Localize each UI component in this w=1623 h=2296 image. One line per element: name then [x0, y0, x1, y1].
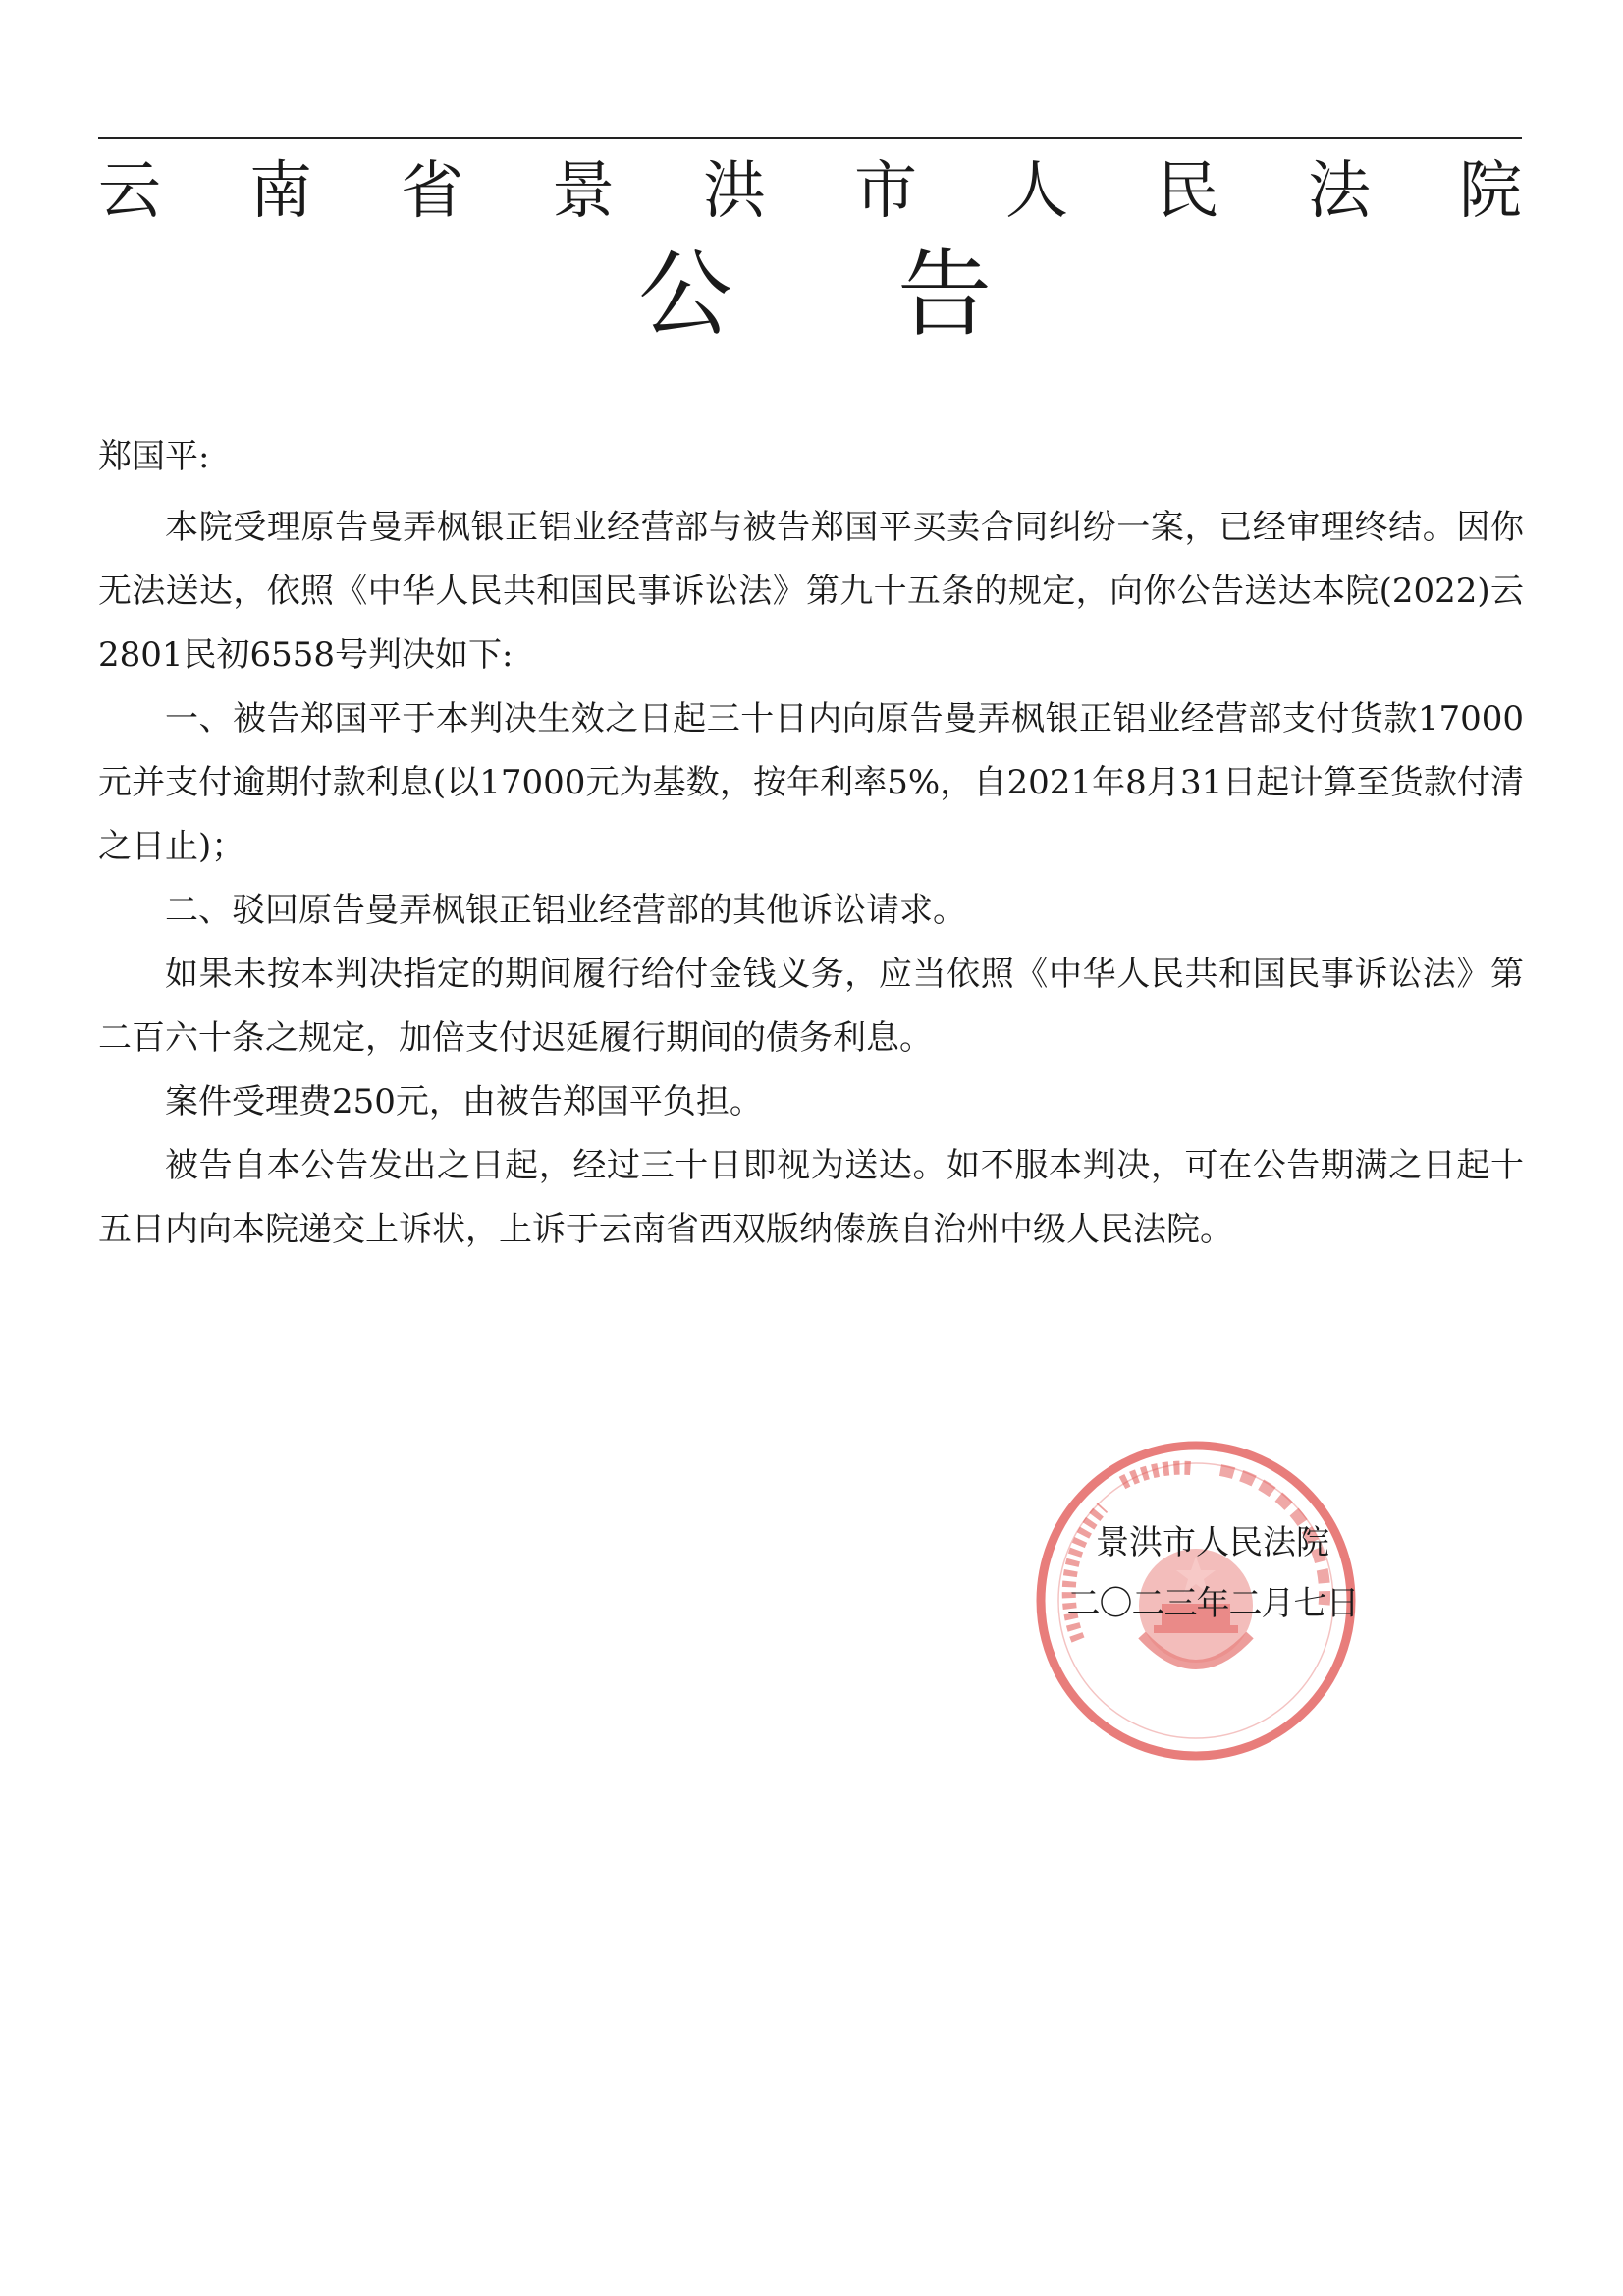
- court-name-char: 云: [98, 155, 161, 228]
- body-paragraph: 一、被告郑国平于本判决生效之日起三十日内向原告曼弄枫银正铝业经营部支付货款17000元并支付逾期付款利息(以17000元为基数，按年利率5%，自2021年8月31日起计算至货款付清之日止)；: [98, 699, 1524, 866]
- court-name-char: 洪: [703, 155, 766, 228]
- court-name-heading: [98, 147, 1522, 236]
- title-char: 告: [897, 240, 992, 350]
- body-paragraph: 二、驳回原告曼弄枫银正铝业经营部的其他诉讼请求。: [165, 891, 966, 930]
- body-paragraph: 本院受理原告曼弄枫银正铝业经营部与被告郑国平买卖合同纠纷一案，已经审理终结。因你无法送达，依照《中华人民共和国民事诉讼法》第九十五条的规定，向你公告送达本院(2022)云2801民初6558号判决如下:: [98, 508, 1524, 675]
- court-name-char: 人: [1005, 155, 1068, 228]
- notice-body: [98, 496, 1524, 1262]
- document-title: [638, 241, 992, 349]
- title-char: 公: [638, 240, 732, 350]
- body-paragraph: 如果未按本判决指定的期间履行给付金钱义务，应当依照《中华人民共和国民事诉讼法》第二百六十条之规定，加倍支付迟延履行期间的债务利息。: [98, 955, 1524, 1058]
- court-name-char: 法: [1308, 155, 1371, 228]
- header-rule: [98, 137, 1522, 139]
- court-name-char: 景: [552, 155, 615, 228]
- court-name-char: 民: [1157, 155, 1219, 228]
- signature-block: [1041, 1512, 1384, 1634]
- court-name-char: 南: [249, 155, 312, 228]
- court-name-char: 院: [1459, 155, 1522, 228]
- addressee: 郑国平:: [98, 437, 210, 476]
- court-name-char: 省: [401, 155, 463, 228]
- signing-court: 景洪市人民法院: [1096, 1523, 1329, 1562]
- signing-date: 二〇二三年二月七日: [1066, 1584, 1359, 1623]
- body-paragraph: 被告自本公告发出之日起，经过三十日即视为送达。如不服本判决，可在公告期满之日起十五日内向本院递交上诉状，上诉于云南省西双版纳傣族自治州中级人民法院。: [98, 1146, 1524, 1249]
- court-name-char: 市: [854, 155, 917, 228]
- body-paragraph: 案件受理费250元，由被告郑国平负担。: [165, 1082, 763, 1121]
